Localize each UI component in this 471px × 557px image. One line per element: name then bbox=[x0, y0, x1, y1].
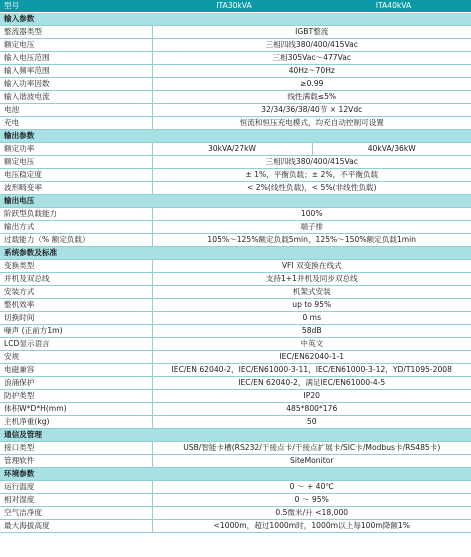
section-title: 环境参数 bbox=[0, 468, 471, 481]
section-title: 输出电压 bbox=[0, 195, 471, 208]
row-label: 运行温度 bbox=[0, 481, 152, 494]
section-header-row bbox=[0, 130, 471, 143]
section-header-row bbox=[0, 429, 471, 442]
row-label: 输入功率因数 bbox=[0, 78, 152, 91]
header-model-a: ITA30kVA bbox=[152, 0, 312, 13]
row-label: 额定电压 bbox=[0, 156, 152, 169]
row-label: 切换时间 bbox=[0, 312, 152, 325]
row-value: 0 ～ 95% bbox=[152, 494, 471, 507]
row-label: LCD显示语言 bbox=[0, 338, 152, 351]
row-label: 体积W*D*H(mm) bbox=[0, 403, 152, 416]
row-label: 管理软件 bbox=[0, 455, 152, 468]
row-value: 40Hz～70Hz bbox=[152, 65, 471, 78]
row-label: 最大海拔高度 bbox=[0, 520, 152, 533]
table-row bbox=[0, 273, 471, 286]
row-value: USB/智能卡槽(RS232/干接点卡/干接点扩展卡/SIC卡/Modbus卡/RS485卡) bbox=[152, 442, 471, 455]
row-value: 三相305Vac～477Vac bbox=[152, 52, 471, 65]
table-row bbox=[0, 416, 471, 429]
row-value: 58dB bbox=[152, 325, 471, 338]
row-value: IEC/EN 62040-2，满足IEC/EN61000-4-5 bbox=[152, 377, 471, 390]
table-row bbox=[0, 377, 471, 390]
row-label: 输入频率范围 bbox=[0, 65, 152, 78]
table-row bbox=[0, 52, 471, 65]
row-label: 波形畸变率 bbox=[0, 182, 152, 195]
section-title: 输出参数 bbox=[0, 130, 471, 143]
row-value: 机架式安装 bbox=[152, 286, 471, 299]
row-label: 额定电压 bbox=[0, 39, 152, 52]
row-label: 主机净重(kg) bbox=[0, 416, 152, 429]
row-value: IEC/EN 62040-2，IEC/EN61000-3-11，IEC/EN61000-3-12，YD/T1095-2008 bbox=[152, 364, 471, 377]
row-value: IP20 bbox=[152, 390, 471, 403]
row-value: ± 1%，平衡负载；± 2%，不平衡负载 bbox=[152, 169, 471, 182]
row-value: 中英文 bbox=[152, 338, 471, 351]
row-label: 额定功率 bbox=[0, 143, 152, 156]
row-label: 接口类型 bbox=[0, 442, 152, 455]
table-row bbox=[0, 169, 471, 182]
table-row bbox=[0, 117, 471, 130]
table-row bbox=[0, 481, 471, 494]
section-title: 通信及管理 bbox=[0, 429, 471, 442]
row-label: 电池 bbox=[0, 104, 152, 117]
table-row bbox=[0, 338, 471, 351]
row-value: <1000m，超过1000m时，1000m以上每100m降额1% bbox=[152, 520, 471, 533]
row-value: 恒流和恒压充电模式，均充自动控制可设置 bbox=[152, 117, 471, 130]
row-label: 防护类型 bbox=[0, 390, 152, 403]
table-row bbox=[0, 351, 471, 364]
row-value: 100% bbox=[152, 208, 471, 221]
table-row bbox=[0, 507, 471, 520]
table-row bbox=[0, 520, 471, 533]
table-row bbox=[0, 65, 471, 78]
table-row bbox=[0, 390, 471, 403]
row-label: 充电 bbox=[0, 117, 152, 130]
row-label: 并机及双总线 bbox=[0, 273, 152, 286]
header-model-b: ITA40kVA bbox=[312, 0, 471, 13]
row-label: 过载能力（% 额定负载） bbox=[0, 234, 152, 247]
row-label: 噪声 (正前方1m) bbox=[0, 325, 152, 338]
row-label: 整机效率 bbox=[0, 299, 152, 312]
table-row bbox=[0, 494, 471, 507]
row-value: 105%～125%额定负载5min，125%～150%额定负载1min bbox=[152, 234, 471, 247]
table-row bbox=[0, 104, 471, 117]
table-row bbox=[0, 364, 471, 377]
table-row bbox=[0, 325, 471, 338]
row-value: IGBT整流 bbox=[152, 26, 471, 39]
table-row bbox=[0, 286, 471, 299]
row-label: 输入电压范围 bbox=[0, 52, 152, 65]
row-label: 安规 bbox=[0, 351, 152, 364]
section-header-row bbox=[0, 247, 471, 260]
row-label: 空气洁净度 bbox=[0, 507, 152, 520]
row-label: 电压稳定度 bbox=[0, 169, 152, 182]
table-row bbox=[0, 78, 471, 91]
row-value: up to 95% bbox=[152, 299, 471, 312]
section-title: 系统参数及标准 bbox=[0, 247, 471, 260]
table-row bbox=[0, 91, 471, 104]
row-value: 485*800*176 bbox=[152, 403, 471, 416]
table-row bbox=[0, 234, 471, 247]
table-row bbox=[0, 299, 471, 312]
row-label: 安装方式 bbox=[0, 286, 152, 299]
row-value: < 2%(线性负载)，< 5%(非线性负载) bbox=[152, 182, 471, 195]
row-value: IEC/EN62040-1-1 bbox=[152, 351, 471, 364]
row-value-model-b: 40kVA/36kW bbox=[312, 143, 471, 156]
row-value: 三相四线380/400/415Vac bbox=[152, 156, 471, 169]
row-label: 电磁兼容 bbox=[0, 364, 152, 377]
table-row bbox=[0, 403, 471, 416]
row-label: 整流器类型 bbox=[0, 26, 152, 39]
row-value: 线性满载≤5% bbox=[152, 91, 471, 104]
row-value: 0 ms bbox=[152, 312, 471, 325]
row-value: 50 bbox=[152, 416, 471, 429]
row-value: 支持1+1并机及同步双总线 bbox=[152, 273, 471, 286]
table-row bbox=[0, 208, 471, 221]
row-value: 端子排 bbox=[152, 221, 471, 234]
row-label: 输出方式 bbox=[0, 221, 152, 234]
table-row bbox=[0, 442, 471, 455]
table-row bbox=[0, 39, 471, 52]
section-header-row bbox=[0, 13, 471, 26]
table-row bbox=[0, 143, 471, 156]
table-row bbox=[0, 455, 471, 468]
row-label: 阶跃型负载能力 bbox=[0, 208, 152, 221]
row-label: 输入谐波电流 bbox=[0, 91, 152, 104]
section-header-row bbox=[0, 468, 471, 481]
row-value: 三相四线380/400/415Vac bbox=[152, 39, 471, 52]
row-value: SiteMonitor bbox=[152, 455, 471, 468]
row-value: 0.5微米/升 <18,000 bbox=[152, 507, 471, 520]
row-label: 相对湿度 bbox=[0, 494, 152, 507]
table-row bbox=[0, 156, 471, 169]
row-value: VFI 双变换在线式 bbox=[152, 260, 471, 273]
header-model-label: 型号 bbox=[0, 0, 152, 13]
section-title: 输入参数 bbox=[0, 13, 471, 26]
row-value: 0 ～ + 40℃ bbox=[152, 481, 471, 494]
table-row bbox=[0, 182, 471, 195]
row-label: 变换类型 bbox=[0, 260, 152, 273]
table-row bbox=[0, 260, 471, 273]
table-header-row bbox=[0, 0, 471, 13]
table-row bbox=[0, 221, 471, 234]
table-row bbox=[0, 26, 471, 39]
table-row bbox=[0, 312, 471, 325]
row-label: 浪涌保护 bbox=[0, 377, 152, 390]
section-header-row bbox=[0, 195, 471, 208]
row-value-model-a: 30kVA/27kW bbox=[152, 143, 312, 156]
row-value: ≥0.99 bbox=[152, 78, 471, 91]
row-value: 32/34/36/38/40节 × 12Vdc bbox=[152, 104, 471, 117]
